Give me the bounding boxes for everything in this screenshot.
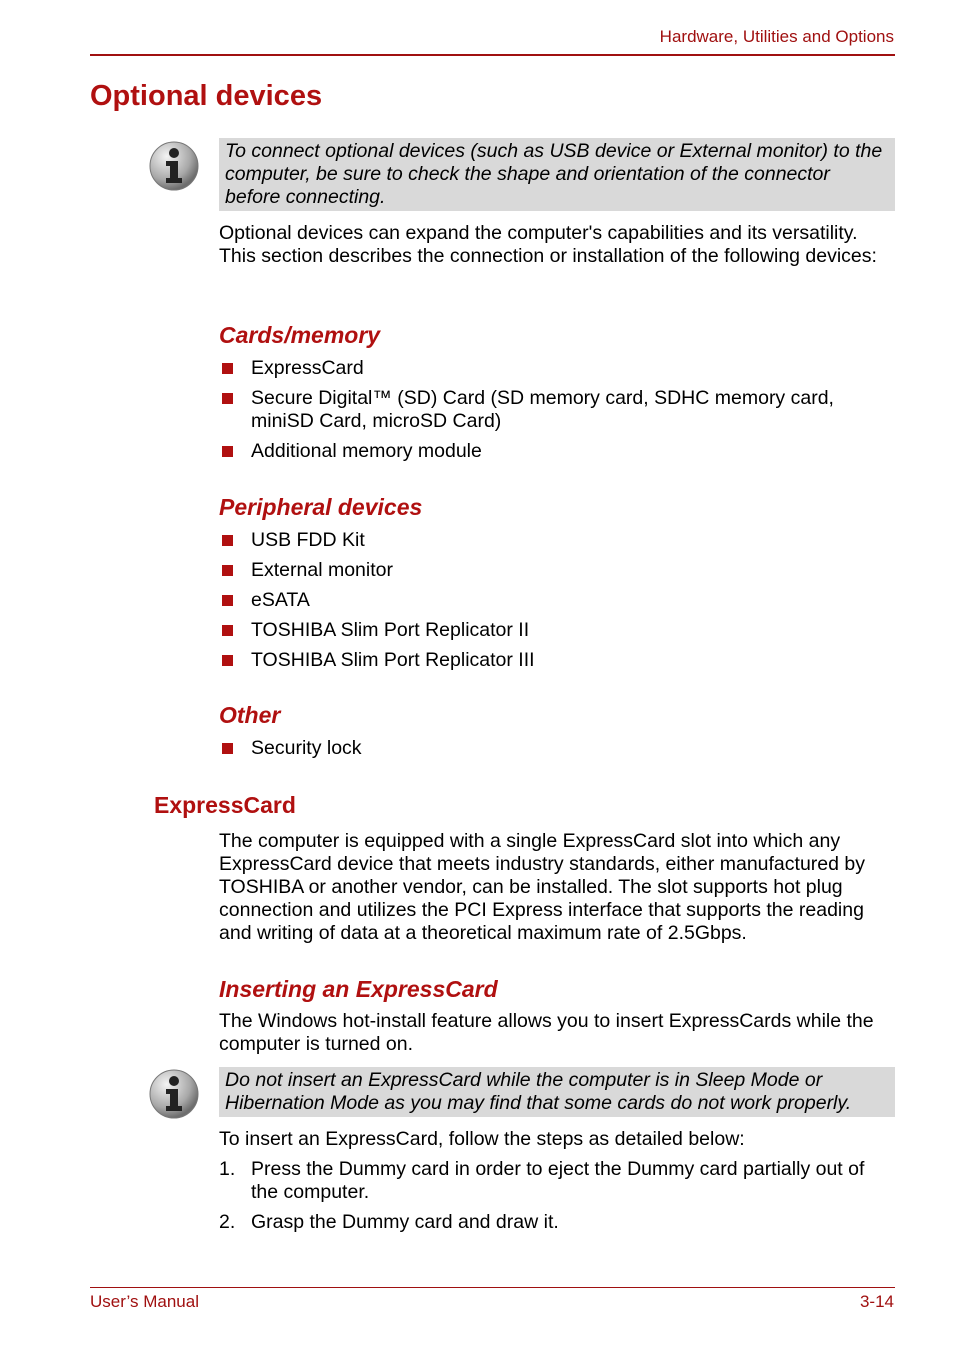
list-item: Additional memory module bbox=[219, 440, 895, 463]
list-peripheral-devices bbox=[219, 529, 895, 679]
header-section-title: Hardware, Utilities and Options bbox=[659, 27, 894, 46]
note-sleep-mode: Do not insert an ExpressCard while the computer is in Sleep Mode or Hibernation Mode as you may find that some cards do not work properly. bbox=[219, 1067, 895, 1117]
heading-cards-memory: Cards/memory bbox=[219, 322, 381, 348]
info-icon bbox=[148, 1068, 200, 1120]
expresscard-paragraph: The computer is equipped with a single ExpressCard slot into which any ExpressCard device that meets industry standards, either manufactured by TOSHIBA or another vendor, can be installed. The slot supports hot plug connection and utilizes the PCI Express interface that supports the reading and writing of data at a theoretical maximum rate of 2.5Gbps. bbox=[219, 830, 865, 944]
list-item: 1. Press the Dummy card in order to eject the Dummy card partially out of the computer. bbox=[219, 1158, 865, 1203]
bullet-square-icon bbox=[222, 743, 233, 754]
footer-manual-title: User’s Manual bbox=[90, 1292, 199, 1311]
heading-peripheral-devices: Peripheral devices bbox=[219, 494, 423, 520]
list-item: eSATA bbox=[219, 589, 895, 612]
bullet-square-icon bbox=[222, 535, 233, 546]
heading-inserting-expresscard: Inserting an ExpressCard bbox=[219, 976, 498, 1002]
list-item: TOSHIBA Slim Port Replicator II bbox=[219, 619, 895, 642]
list-cards-memory bbox=[219, 357, 895, 470]
list-item: External monitor bbox=[219, 559, 895, 582]
page-number: 3-14 bbox=[859, 1292, 894, 1311]
list-item: ExpressCard bbox=[219, 357, 895, 380]
page-title: Optional devices bbox=[90, 80, 323, 112]
list-item: 2. Grasp the Dummy card and draw it. bbox=[219, 1211, 559, 1233]
steps-list bbox=[219, 1158, 895, 1241]
bullet-square-icon bbox=[222, 655, 233, 666]
bullet-square-icon bbox=[222, 625, 233, 636]
list-other bbox=[219, 737, 895, 767]
bullet-square-icon bbox=[222, 446, 233, 457]
list-item: Secure Digital™ (SD) Card (SD memory card, SDHC memory card, miniSD Card, microSD Card) bbox=[219, 387, 895, 433]
info-icon bbox=[148, 140, 200, 192]
heading-other: Other bbox=[219, 702, 281, 728]
steps-intro: To insert an ExpressCard, follow the steps as detailed below: bbox=[219, 1128, 745, 1150]
list-item: TOSHIBA Slim Port Replicator III bbox=[219, 649, 895, 672]
heading-expresscard: ExpressCard bbox=[154, 792, 296, 818]
note-connect-devices: To connect optional devices (such as USB device or External monitor) to the computer, be sure to check the shape and orientation of the connector before connecting. bbox=[219, 138, 895, 211]
intro-paragraph: Optional devices can expand the computer's capabilities and its versatility. This section describes the connection or installation of the following devices: bbox=[219, 222, 877, 267]
footer-rule bbox=[90, 1287, 895, 1288]
bullet-square-icon bbox=[222, 565, 233, 576]
bullet-square-icon bbox=[222, 363, 233, 374]
bullet-square-icon bbox=[222, 595, 233, 606]
inserting-paragraph: The Windows hot-install feature allows you to insert ExpressCards while the computer is turned on. bbox=[219, 1010, 874, 1055]
list-item: USB FDD Kit bbox=[219, 529, 895, 552]
bullet-square-icon bbox=[222, 393, 233, 404]
list-item: Security lock bbox=[219, 737, 895, 760]
header-rule bbox=[90, 54, 895, 56]
